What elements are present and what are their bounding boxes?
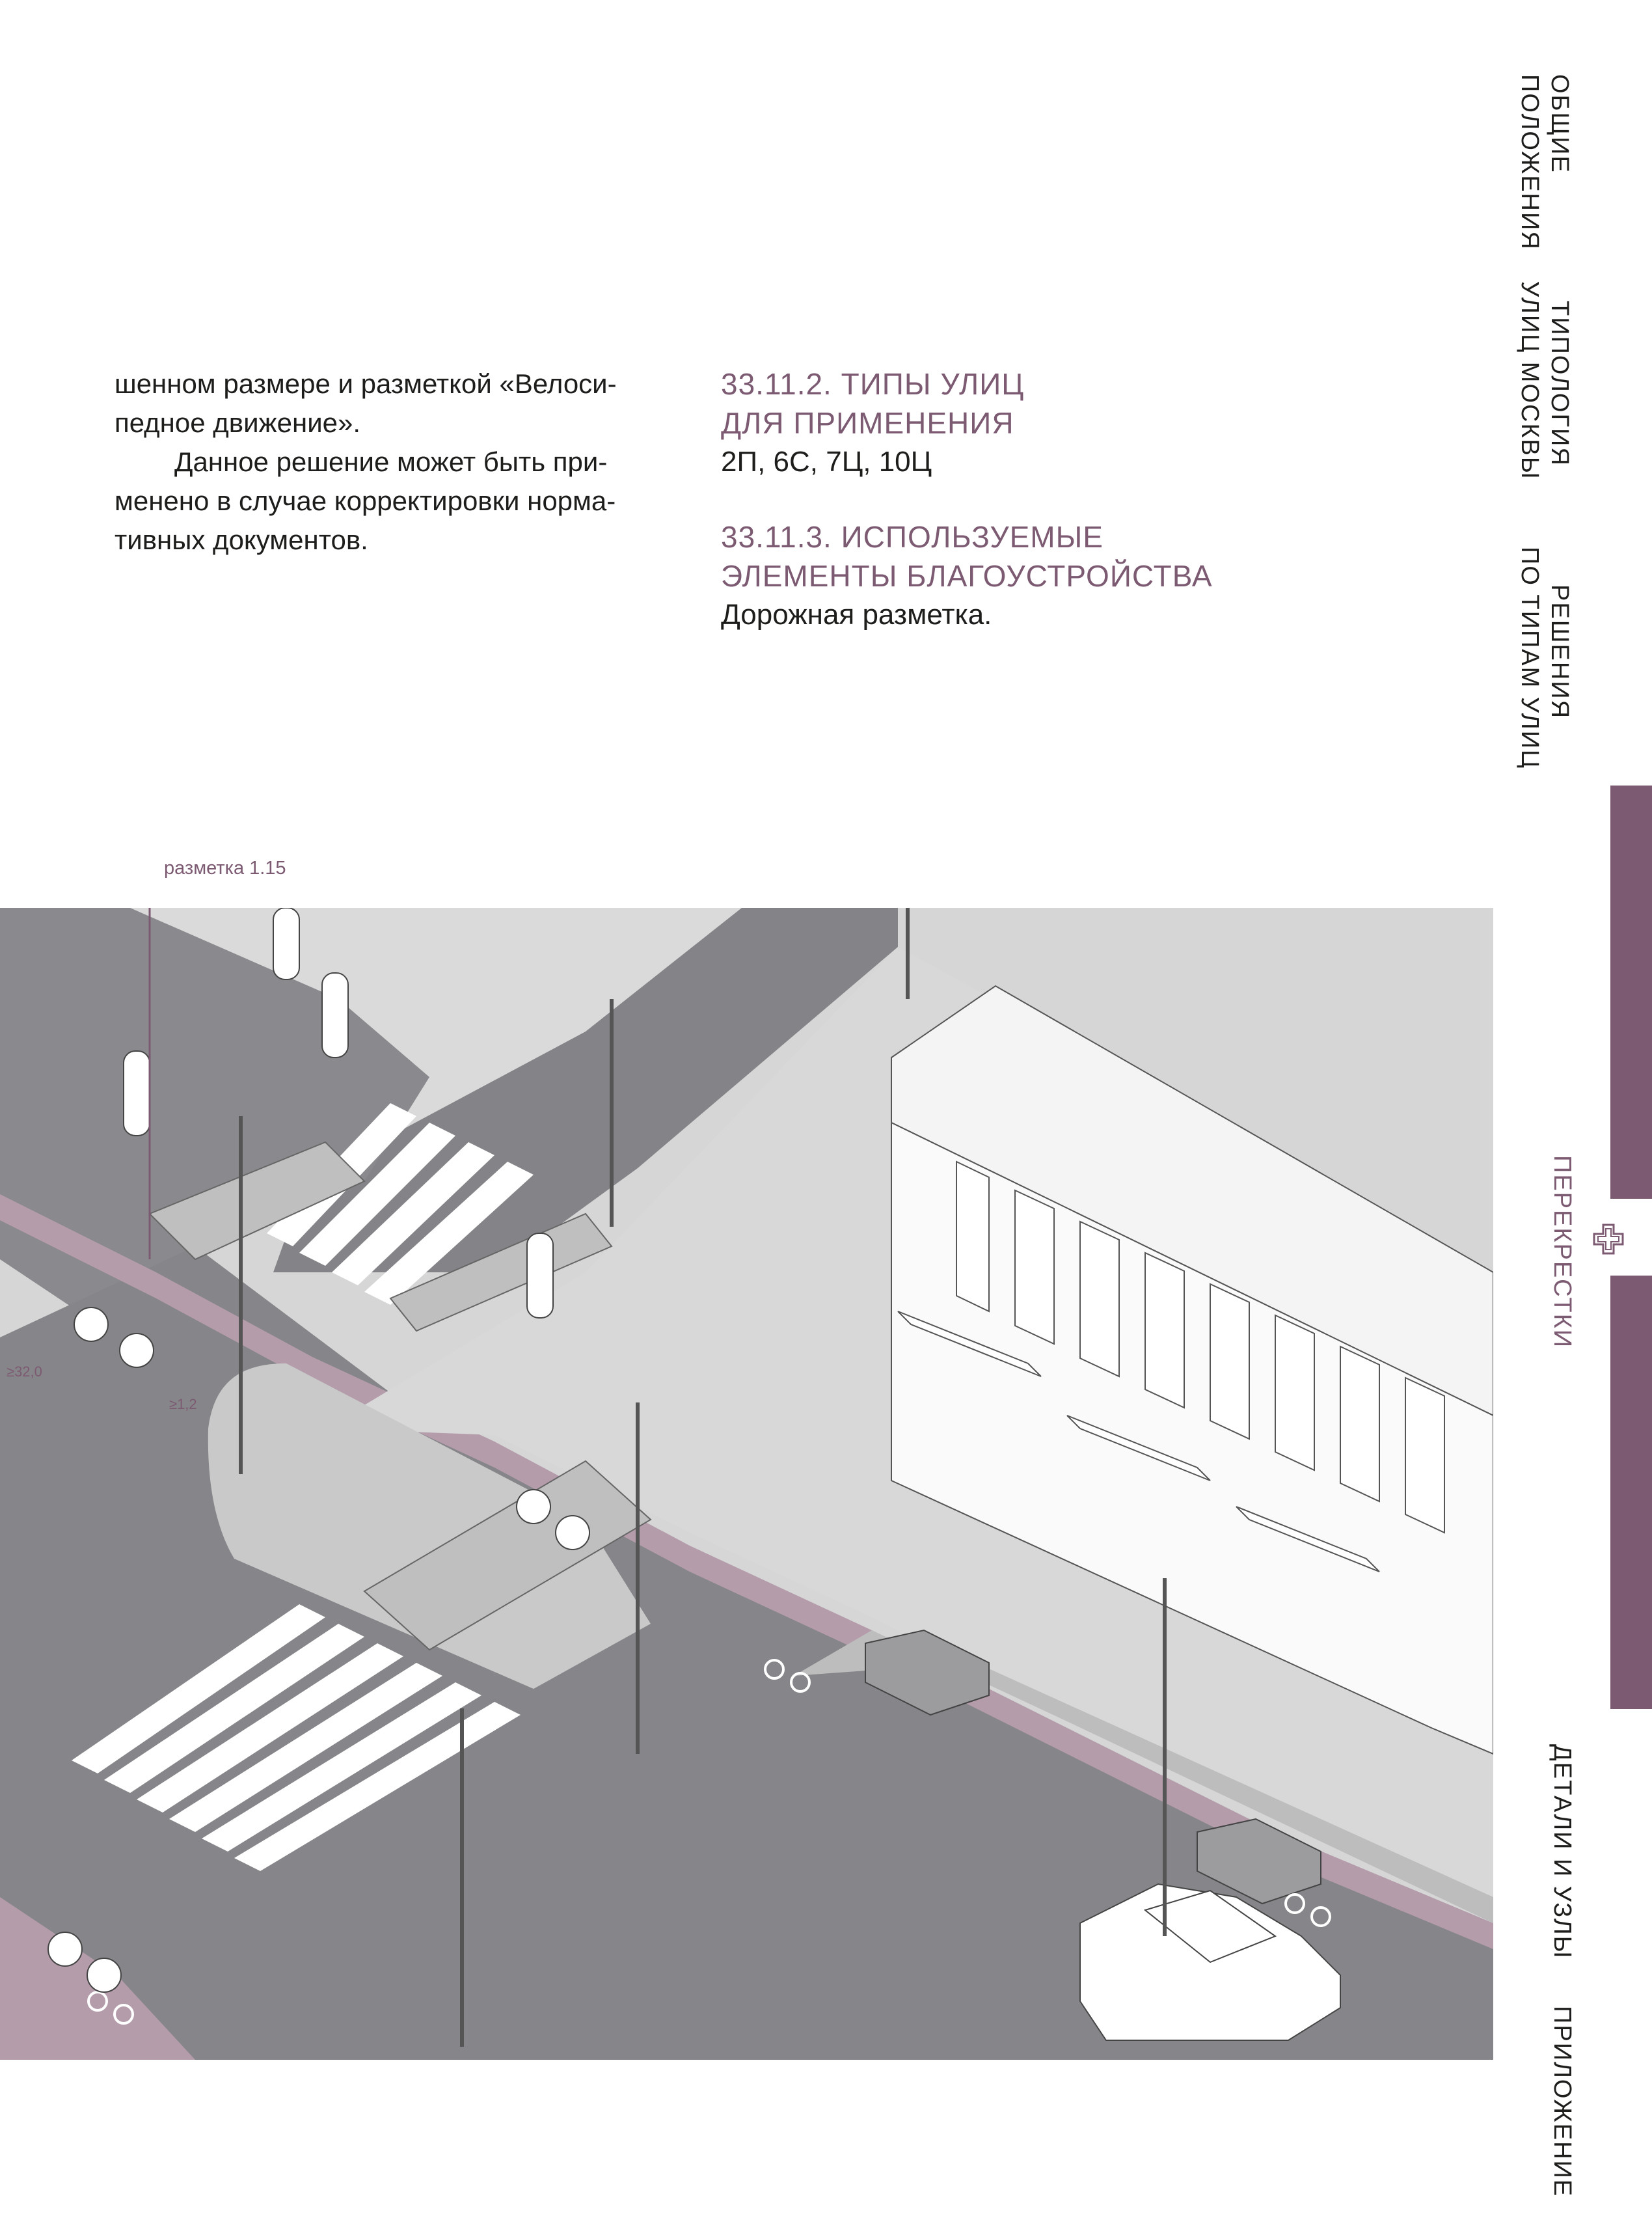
body-line: Данное решение может быть при-	[174, 446, 608, 477]
nav-typology-2[interactable]	[1516, 281, 1543, 480]
intersection-illustration	[0, 908, 1493, 2060]
nav-general-2[interactable]	[1516, 74, 1543, 251]
nav-appendix[interactable]: ПРИЛОЖЕНИЕ	[1549, 2006, 1576, 2198]
body-line: тивных документов.	[115, 525, 368, 555]
body-line: менено в случае корректировки норма-	[115, 485, 616, 516]
body-text	[115, 364, 687, 560]
nav-solutions-line2: ПО ТИПАМ УЛИЦ	[1516, 547, 1543, 770]
nav-solutions[interactable]	[1546, 584, 1573, 719]
section-heading-street-types-2: ДЛЯ ПРИМЕНЕНИЯ	[721, 406, 1014, 440]
nav-typology[interactable]	[1546, 301, 1573, 467]
nav-crossroads[interactable]: ПЕРЕКРЕСТКИ	[1549, 1155, 1576, 1349]
section-heading-elements-2: ЭЛЕМЕНТЫ БЛАГОУСТРОЙСТВА	[721, 559, 1213, 593]
nav-solutions-2[interactable]	[1516, 547, 1543, 769]
dimension-label-2: ≥1,2	[169, 1396, 197, 1412]
nav-general[interactable]	[1546, 74, 1573, 174]
section-heading-street-types: 33.11.2. ТИПЫ УЛИЦ	[721, 367, 1025, 401]
street-types-value: 2П, 6С, 7Ц, 10Ц	[721, 446, 932, 478]
nav-general-line1: ОБЩИЕ	[1546, 74, 1573, 174]
nav-typology-line2: УЛИЦ МОСКВЫ	[1516, 281, 1543, 480]
nav-active-bar-bottom	[1610, 1276, 1652, 1709]
dimension-label-1: ≥32,0	[7, 1363, 42, 1380]
plus-cross-icon	[1591, 1222, 1625, 1256]
body-line: педное движение».	[115, 407, 361, 438]
nav-solutions-line1: РЕШЕНИЯ	[1546, 584, 1573, 720]
section-heading-elements: 33.11.3. ИСПОЛЬЗУЕМЫЕ	[721, 520, 1104, 554]
nav-active-bar-top	[1610, 786, 1652, 1199]
body-line: шенном размере и разметкой «Велоси-	[115, 368, 617, 399]
nav-general-line2: ПОЛОЖЕНИЯ	[1516, 74, 1543, 251]
marking-callout-label: разметка 1.15	[164, 858, 286, 879]
elements-value: Дорожная разметка.	[721, 599, 992, 631]
nav-typology-line1: ТИПОЛОГИЯ	[1546, 301, 1573, 467]
nav-details[interactable]: ДЕТАЛИ И УЗЛЫ	[1549, 1744, 1576, 1960]
